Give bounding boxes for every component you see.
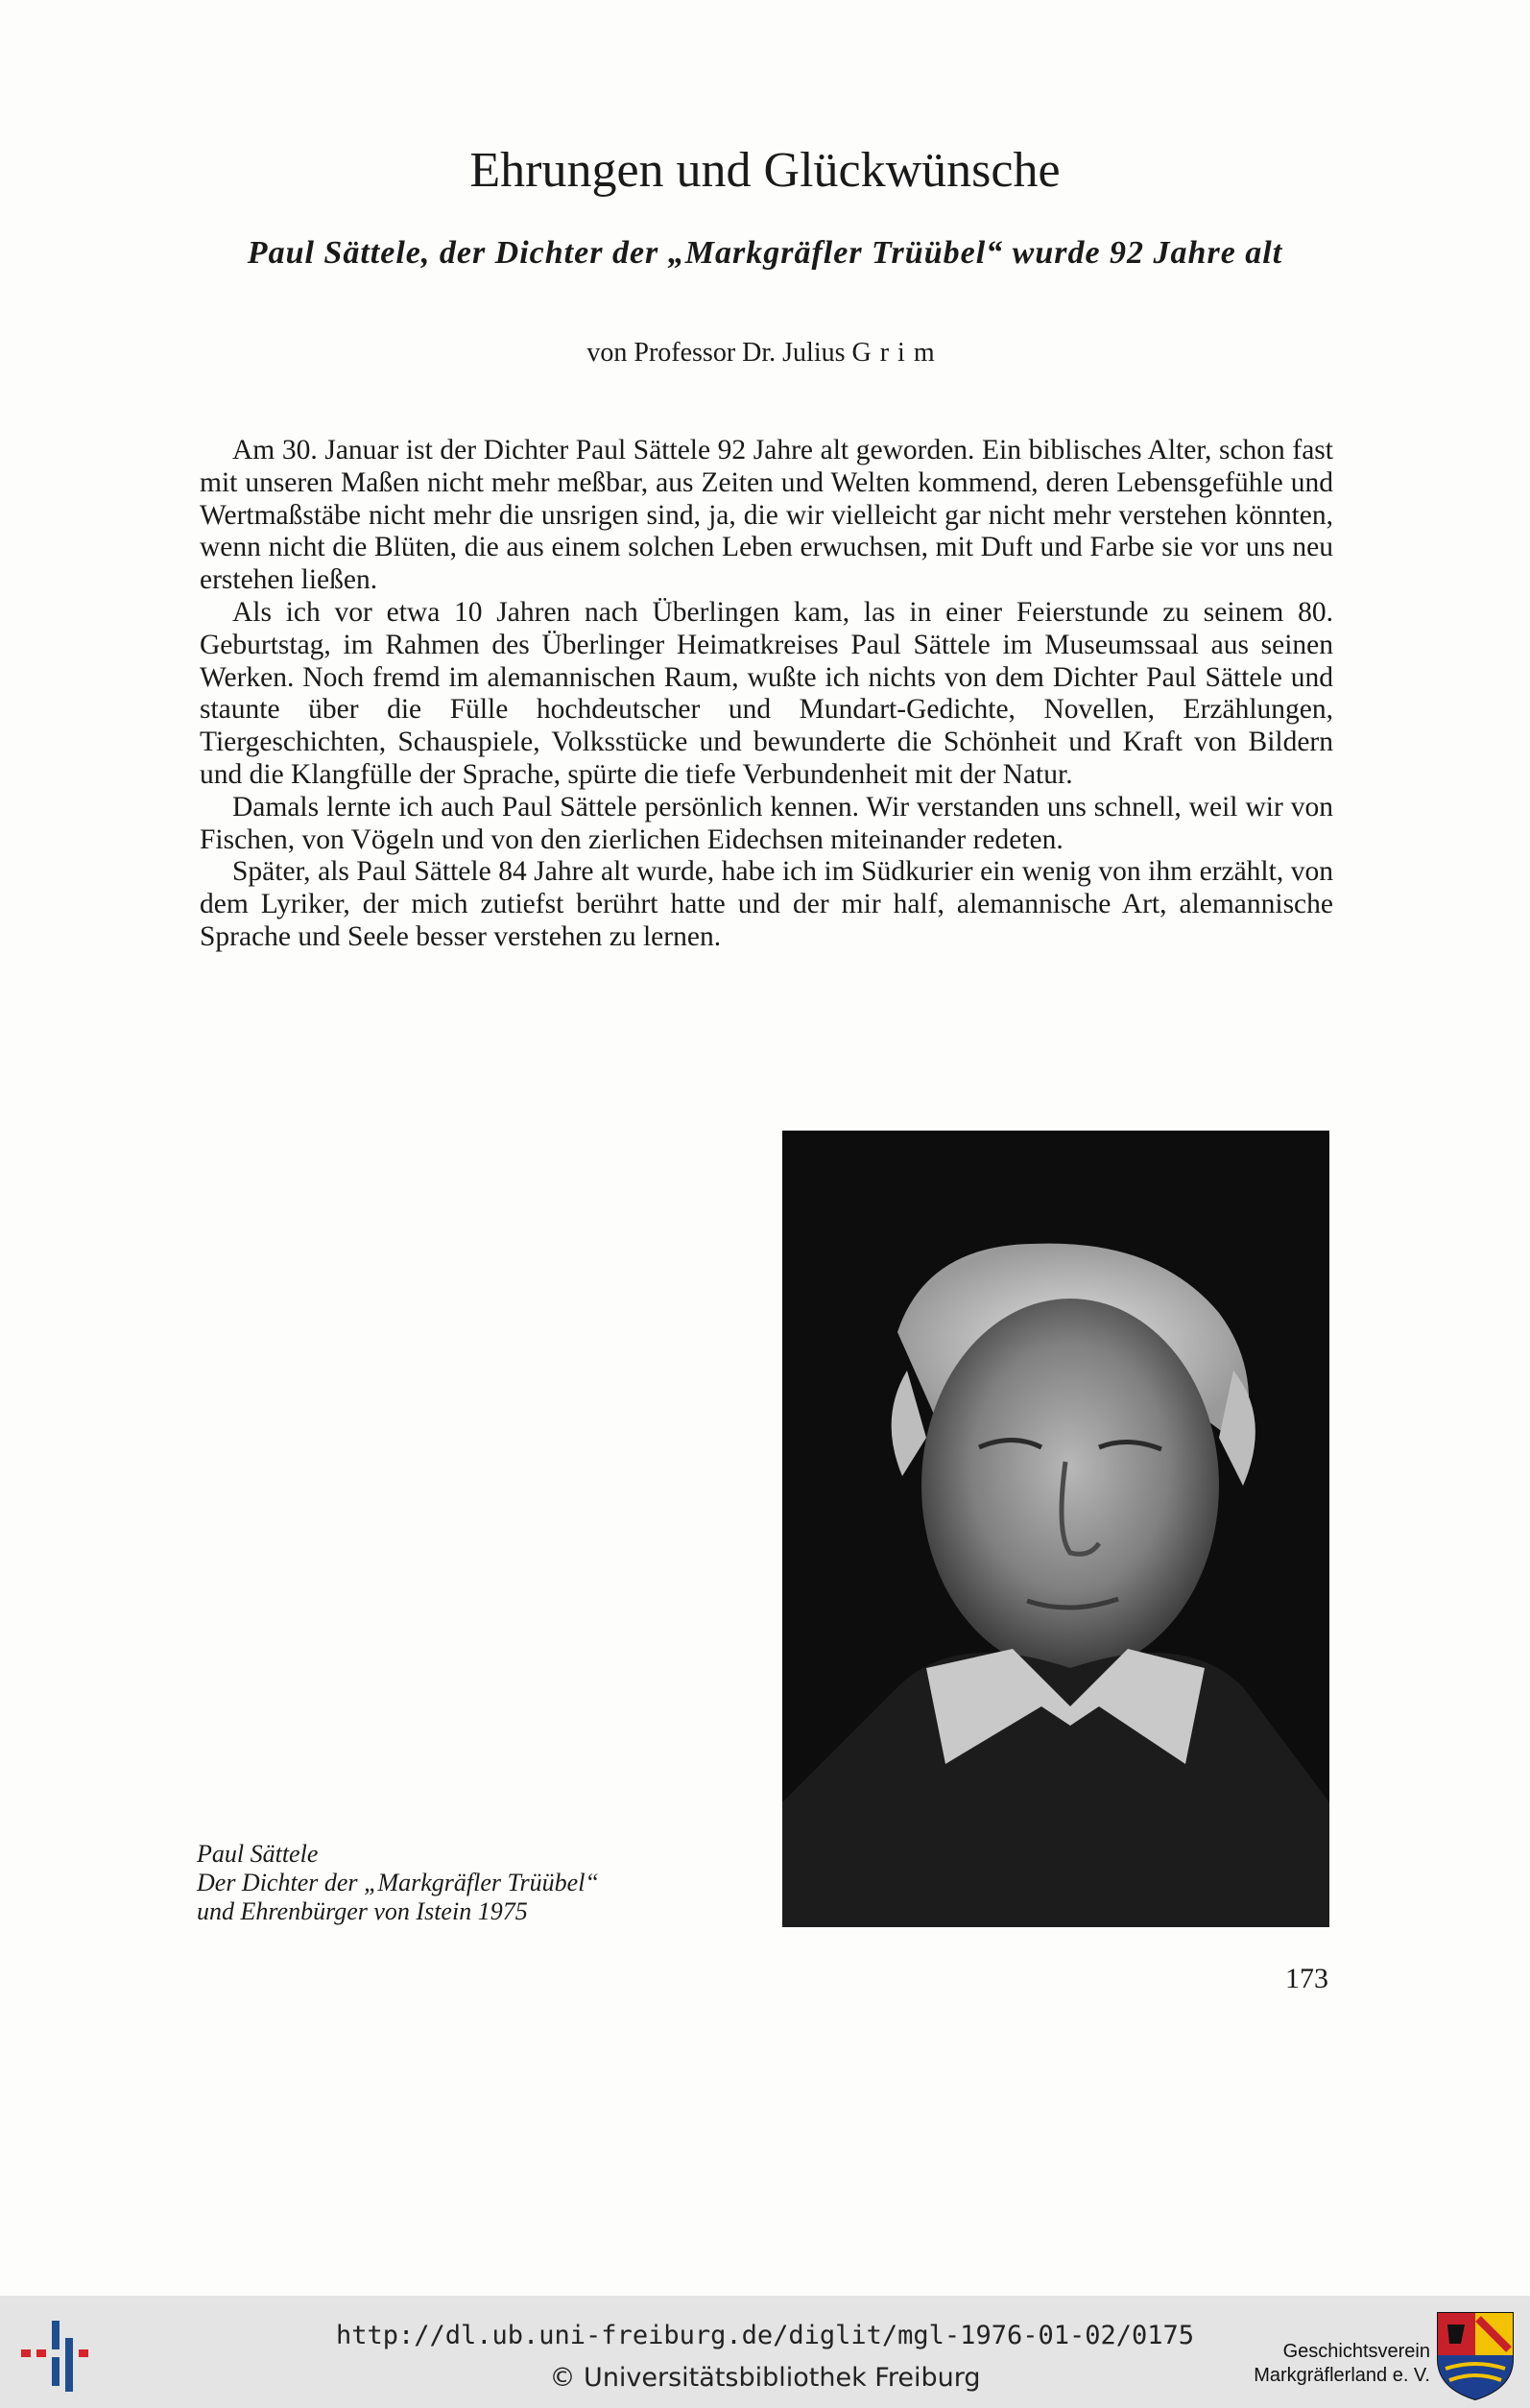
caption-line-3: und Ehrenbürger von Istein 1975 (197, 1897, 528, 1925)
caption-line-1: Paul Sättele (197, 1840, 319, 1868)
byline-name: Grim (851, 338, 944, 368)
photo-caption (197, 1840, 734, 1926)
coat-of-arms-icon (1436, 2311, 1515, 2401)
copyright-notice: © Universitätsbibliothek Freiburg (549, 2363, 981, 2393)
footer-bar (0, 2296, 1530, 2408)
portrait-photo (782, 1131, 1329, 1927)
caption-line-2: Der Dichter der „Markgräfler Trüübel“ (197, 1869, 599, 1896)
byline-prefix: von Professor Dr. Julius (586, 338, 846, 368)
document-url[interactable]: http://dl.ub.uni-freiburg.de/diglit/mgl-1976-01-02/0175 (335, 2321, 1195, 2350)
paragraph-4: Später, als Paul Sättele 84 Jahre alt wurde, habe ich im Südkurier ein wenig von ihm erzählt, von dem Lyriker, der mich zutiefst berührt hatte und der mir half, alemannische Art, alemannische Sprache und Seele besser verstehen zu lernen. (200, 856, 1333, 952)
paragraph-3: Damals lernte ich auch Paul Sättele persönlich kennen. Wir verstanden uns schnell, weil wir von Fischen, von Vögeln und von den zierlichen Eidechsen miteinander redeten. (200, 791, 1333, 855)
paragraph-1: Am 30. Januar ist der Dichter Paul Sättele 92 Jahre alt geworden. Ein biblisches Alter, schon fast mit unseren Maßen nicht mehr meßbar, aus Zeiten und Welten kommend, deren Lebensgefühle und Wertmaßstäbe nicht mehr die unsrigen sind, ja, die wir vielleicht gar nicht mehr verstehen könnten, wenn nicht die Blüten, die aus einem solchen Leben erwuchsen, mit Duft und Farbe sie vor uns neu erstehen ließen. (200, 435, 1333, 596)
society-line-2: Markgräflerland e. V. (1254, 2365, 1430, 2386)
page-title: Ehrungen und Glückwünsche (469, 143, 1061, 198)
page-number: 173 (1285, 1963, 1328, 1994)
article-body (200, 435, 1333, 954)
society-name (1209, 2340, 1430, 2388)
author-byline (0, 338, 1530, 369)
article-subtitle: Paul Sättele, der Dichter der „Markgräfler Trüübel“ wurde 92 Jahre alt (247, 235, 1283, 271)
paragraph-2: Als ich vor etwa 10 Jahren nach Überlingen kam, las in einer Feierstunde zu seinem 80. Geburtstag, im Rahmen des Überlinger Heimatkreises Paul Sättele im Museumssaal aus seinen Werken. Noch fremd im alemannischen Raum, wußte ich nichts von dem Dichter Paul Sättele und staunte über die Fülle hochdeutscher und Mundart-Gedichte, Novellen, Erzählungen, Tiergeschichten, Schauspiele, Volksstücke und bewunderte die Schönheit und Kraft von Bildern und die Klangfülle der Sprache, spürte die tiefe Verbundenheit mit der Natur. (200, 596, 1333, 790)
society-line-1: Geschichtsverein (1282, 2341, 1430, 2362)
